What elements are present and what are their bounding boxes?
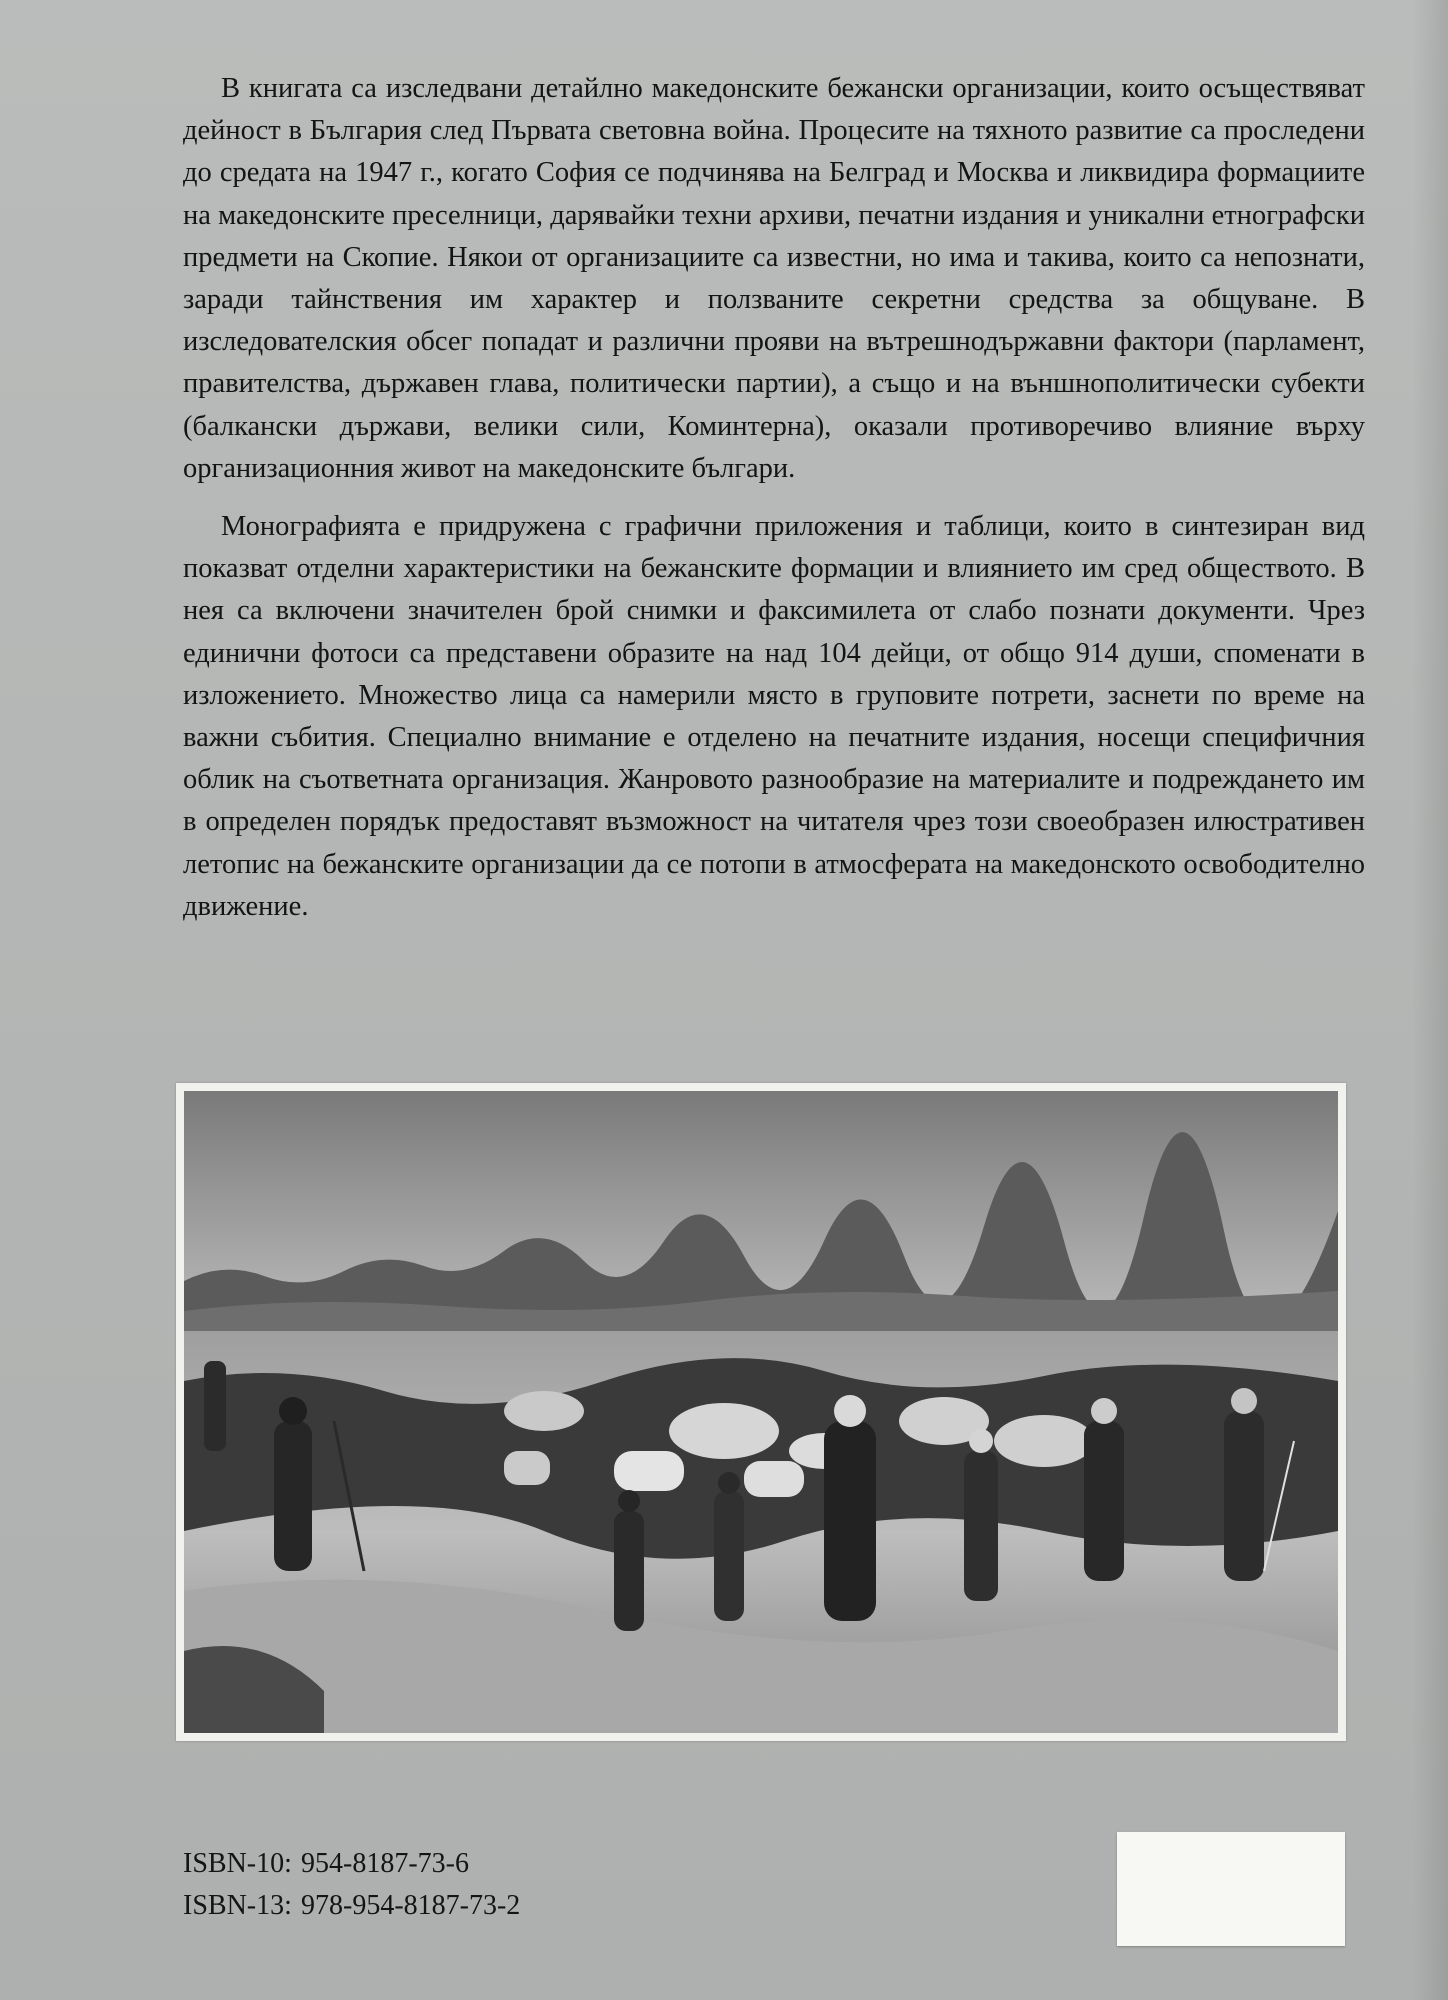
- isbn-13-line: [183, 1885, 520, 1927]
- barcode-sticker: [1117, 1832, 1345, 1946]
- isbn-10-value: 954-8187-73-6: [301, 1848, 469, 1879]
- blurb-paragraph-2: Монографията е придружена с графични приложения и таблици, които в синтезиран вид показват отделни характеристики на бежанските формации и влиянието им сред обществото. В нея са включени значителен брой снимки и факсимилета от слабо познати документи. Чрез единични фотоси са представени образите на над 104 дейци, от общо 914 души, споменати в изложението. Множество лица са намерили място в груповите потрети, заснети по време на важни събития. Специално внимание е отделено на печатните издания, носещи специфичния облик на съответната организация. Жанровото разнообразие на материалите и подреждането им в определен порядък предоставят възможност на читателя чрез този своеобразен илюстративен летопис на бежанските организации да се потопи в атмосферата на македонското освободително движение.: [183, 511, 1365, 922]
- blurb-paragraph-1: В книгата са изследвани детайлно македонските бежански организации, които осъществяват дейност в България след Първата световна война. Процесите на тяхното развитие са проследени до средата на 1947 г., когато София се подчинява на Белград и Москва и ликвидира формациите на македонските преселници, дарявайки техни архиви, печатни издания и уникални етнографски предмети на Скопие. Някои от организациите са известни, но има и такива, които са непознати, заради тайнствения им характер и ползваните секретни средства за общуване. В изследователския обсег попадат и различни прояви на вътрешнодържавни фактори (парламент, правителства, държавен глава, политически партии), а също и на външнополитически субекти (балкански държави, велики сили, Коминтерна), оказали противоречиво влияние върху организационния живот на македонските българи.: [183, 73, 1365, 484]
- isbn-10-line: [183, 1843, 520, 1885]
- isbn-13-value: 978-954-8187-73-2: [301, 1890, 521, 1921]
- cover-edge-shadow: [1412, 0, 1448, 2000]
- isbn-block: [183, 1843, 520, 1927]
- photo-illustration: [184, 1091, 1338, 1733]
- refugee-column-photo: [184, 1091, 1338, 1733]
- photo-frame: [176, 1083, 1346, 1741]
- isbn-10-label: ISBN-10:: [183, 1848, 292, 1879]
- blurb-text: [183, 68, 1365, 944]
- isbn-13-label: ISBN-13:: [183, 1890, 292, 1921]
